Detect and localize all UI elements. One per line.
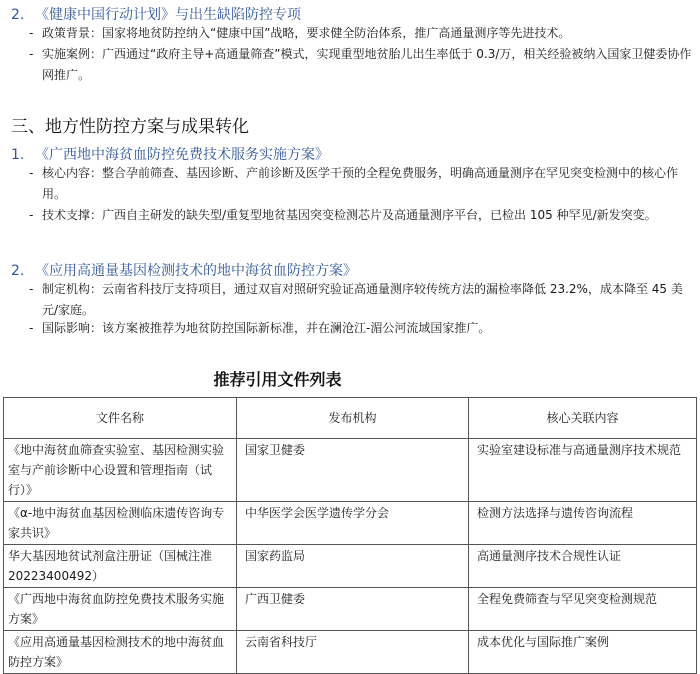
bullet-text: 技术支撑：广西自主研发的缺失型/重复型地贫基因突变检测芯片及高通量测序平台，已检出 105 种罕见/新发突变。	[42, 208, 657, 222]
subheading-text: 《广西地中海贫血防控免费技术服务实施方案》	[35, 147, 329, 163]
table-cell-content: 实验室建设标准与高通量测序技术规范	[469, 439, 697, 502]
bullet-dash: -	[29, 321, 34, 335]
list-item	[29, 205, 695, 226]
table-cell-filename: 《广西地中海贫血防控免费技术服务实施方案》	[4, 588, 237, 631]
list-number: 2.	[11, 7, 25, 23]
bullet-text: 政策背景：国家将地贫防控纳入“健康中国”战略，要求健全防治体系，推广高通量测序等先进技术。	[42, 26, 571, 40]
reference-table	[3, 397, 697, 674]
table-cell-publisher: 国家药监局	[237, 545, 469, 588]
bullet-text: 核心内容：整合孕前筛查、基因诊断、产前诊断及医学干预的全程免费服务，明确高通量测序在罕见突变检测中的核心作用。	[42, 166, 679, 201]
list-number: 1.	[11, 147, 25, 163]
table-cell-publisher: 国家卫健委	[237, 439, 469, 502]
table-cell-publisher: 广西卫健委	[237, 588, 469, 631]
table-cell-publisher: 中华医学会医学遗传学分会	[237, 502, 469, 545]
section-heading: 三、地方性防控方案与成果转化	[11, 117, 249, 137]
table-cell-filename: 《应用高通量基因检测技术的地中海贫血防控方案》	[4, 631, 237, 674]
table-title: 推荐引用文件列表	[213, 370, 342, 389]
table-cell-filename: 《地中海贫血筛查实验室、基因检测实验室与产前诊断中心设置和管理指南（试行）》	[4, 439, 237, 502]
bullet-dash: -	[29, 282, 34, 296]
list-number: 2.	[11, 263, 25, 279]
bullet-text: 实施案例：广西通过“政府主导+高通量筛查”模式，实现重型地贫胎儿出生率低于 0.3/万，相关经验被纳入国家卫健委协作网推广。	[42, 47, 692, 82]
table-cell-content: 成本优化与国际推广案例	[469, 631, 697, 674]
column-header-content: 核心关联内容	[469, 398, 697, 439]
table-cell-filename: 《α-地中海贫血基因检测临床遗传咨询专家共识》	[4, 502, 237, 545]
bullet-dash: -	[29, 26, 34, 40]
table-cell-publisher: 云南省科技厅	[237, 631, 469, 674]
bullet-text: 制定机构：云南省科技厅支持项目，通过双盲对照研究验证高通量测序较传统方法的漏检率降低 23.2%，成本降至 45 美元/家庭。	[42, 282, 683, 317]
bullet-dash: -	[29, 208, 34, 222]
list-item	[29, 23, 669, 44]
subheading-text: 《应用高通量基因检测技术的地中海贫血防控方案》	[35, 263, 357, 279]
subheading-text: 《健康中国行动计划》与出生缺陷防控专项	[35, 7, 301, 23]
list-item	[29, 163, 695, 205]
column-header-publisher: 发布机构	[237, 398, 469, 439]
table-cell-content: 全程免费筛查与罕见突变检测规范	[469, 588, 697, 631]
table-cell-filename: 华大基因地贫试剂盒注册证（国械注准 20223400492）	[4, 545, 237, 588]
table-row	[4, 631, 697, 674]
bullet-dash: -	[29, 166, 34, 180]
table-row	[4, 439, 697, 502]
bullet-text: 国际影响：该方案被推荐为地贫防控国际新标准，并在澜沧江-湄公河流域国家推广。	[42, 321, 491, 335]
list-item	[29, 44, 695, 86]
table-row	[4, 502, 697, 545]
subheading-health-china-plan	[11, 4, 301, 24]
table-header-row	[4, 398, 697, 439]
bullet-dash: -	[29, 47, 34, 61]
table-cell-content: 检测方法选择与遗传咨询流程	[469, 502, 697, 545]
table-row	[4, 545, 697, 588]
list-item	[29, 279, 695, 321]
table-cell-content: 高通量测序技术合规性认证	[469, 545, 697, 588]
subheading-yunnan-plan	[11, 260, 357, 280]
table-row	[4, 588, 697, 631]
subheading-guangxi-plan	[11, 144, 329, 164]
column-header-filename: 文件名称	[4, 398, 237, 439]
list-item	[29, 318, 695, 339]
